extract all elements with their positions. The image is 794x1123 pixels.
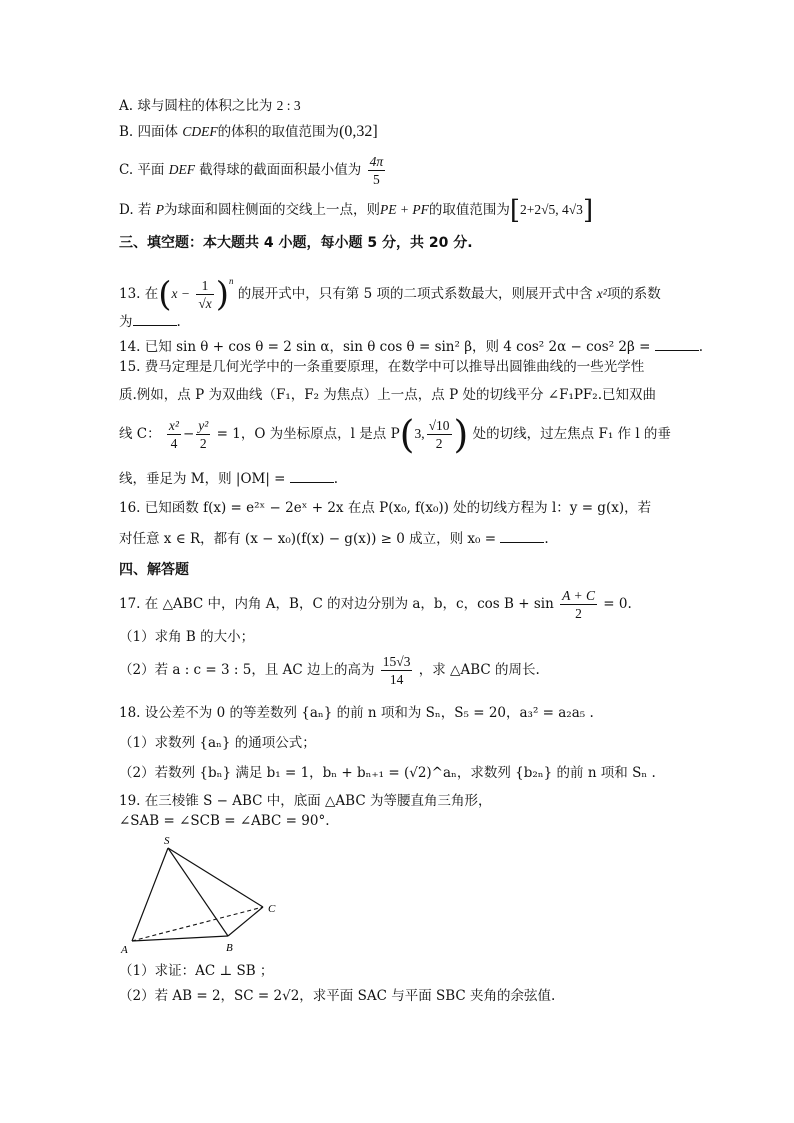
q17-part2: [119, 650, 540, 690]
q19-number: 19.: [119, 793, 141, 809]
q15-open-paren: (: [399, 412, 415, 457]
q18-part2: （2）若数列 {bₙ} 满足 b₁ = 1，bₙ + bₙ₊₁ = (√2)^aₙ，求数列 {b₂ₙ} 的前 n 项和 Sₙ .: [119, 765, 656, 781]
q19-text-1: 在三棱锥 S − ABC 中，底面 △ABC 为等腰直角三角形，: [144, 793, 492, 809]
edge-sc: [168, 848, 263, 907]
q15-fraction-x: [167, 417, 181, 452]
q15-answer-blank: [290, 468, 334, 483]
q15-line4: 线，垂足为 M，则 |OM| = .: [119, 468, 338, 489]
option-d-text-2: 为球面和圆柱侧面的交线上一点，则: [163, 202, 380, 218]
option-c-text: C. 平面: [119, 162, 165, 178]
q15-fraction-point-num: √10: [428, 418, 450, 433]
label-c: C: [268, 903, 276, 915]
q19-part2: （2）若 AB = 2，SC = 2√2，求平面 SAC 与平面 SBC 夹角的余弦值.: [119, 988, 556, 1004]
option-a-value: 2 : 3: [276, 98, 301, 113]
q13-exponent: n: [229, 276, 234, 286]
q17-fraction-den: 2: [575, 606, 582, 621]
option-b-text: B. 四面体: [119, 124, 179, 140]
q15-text-3: 线 C：: [119, 426, 161, 442]
q18-number: 18.: [119, 705, 141, 721]
option-d-text-3: 的取值范围为: [428, 202, 510, 218]
q17-height-num: 15√3: [382, 654, 411, 669]
option-d-text: D. 若: [119, 202, 152, 218]
q16-line2: 对任意 x ∈ R，都有 (x − x₀)(f(x) − g(x)) ≥ 0 成立，则 x₀ = .: [119, 528, 549, 549]
q13-fraction-den: √x: [198, 296, 212, 311]
option-a-text: A. 球与圆柱的体积之比为: [119, 98, 273, 114]
q13-fraction-num: 1: [196, 277, 213, 295]
q15-text-4: = 1，O 为坐标原点，l 是点 P: [216, 426, 400, 442]
q15-fraction-y: [196, 417, 210, 452]
q16-line1: [119, 498, 651, 518]
option-c: [119, 152, 387, 188]
q14: 14. 已知 sin θ + cos θ = 2 sin α，sin θ cos θ = sin² β，则 4 cos² 2α − cos² 2β = .: [119, 336, 703, 357]
q15-line2: [119, 385, 656, 405]
q17-text-1: 在 △ABC 中，内角 A，B，C 的对边分别为 a，b，c，cos B + sin: [144, 596, 554, 612]
q17-text-2: = 0.: [603, 596, 632, 612]
option-b-object: CDEF: [182, 124, 218, 139]
q13-close-paren: ): [215, 274, 229, 315]
q17-part1: （1）求角 B 的大小；: [119, 629, 255, 645]
q17-fraction: [560, 587, 597, 622]
option-d-point: P: [155, 202, 164, 217]
q15-fraction-y-den: 2: [199, 436, 207, 451]
option-b: [119, 122, 378, 142]
q13-text: 在: [144, 286, 159, 302]
q15-text-1: 费马定理是几何光学中的一条重要原理，在数学中可以推导出圆锥曲线的一些光学性: [144, 359, 645, 375]
q13-fraction: [196, 277, 213, 312]
q17-part2-text-2: ，求 △ABC 的周长.: [418, 662, 540, 678]
q16-text-1: 已知函数 f(x) = e²ˣ − 2eˣ + 2x 在点 P(x₀, f(x₀)) 处的切线方程为 l：y = g(x)，若: [144, 500, 652, 516]
option-c-fraction-num: 4π: [369, 154, 384, 169]
q16-answer-blank: [500, 528, 544, 543]
q15-fraction-y-num: y²: [198, 418, 209, 433]
section-3-title: 三、填空题：本大题共 4 小题，每小题 5 分，共 20 分.: [119, 235, 473, 251]
section-4-title: 四、解答题: [119, 562, 189, 578]
q13-line2: 为 .: [119, 311, 181, 332]
q13-term-x2: x²: [596, 286, 607, 301]
label-b: B: [226, 942, 233, 954]
option-a: [119, 96, 301, 116]
q15-fraction-point: [427, 417, 452, 452]
q13-number: 13.: [119, 286, 141, 302]
option-c-object: DEF: [168, 162, 195, 177]
tetrahedron-figure: [118, 832, 293, 957]
q17-part2-text-1: （2）若 a : c = 3 : 5，且 AC 边上的高为: [119, 662, 375, 678]
q15-text-2: 质.例如，点 P 为双曲线（F₁，F₂ 为焦点）上一点，点 P 处的切线平分 ∠F₁PF₂.已知双曲: [119, 387, 657, 403]
q16-text-2: 对任意 x ∈ R，都有 (x − x₀)(f(x) − g(x)) ≥ 0 成立，则 x₀ =: [119, 531, 497, 547]
q15-fraction-x-num: x²: [168, 418, 179, 433]
label-a: A: [121, 944, 128, 956]
q17-height-fraction: [381, 653, 413, 688]
q15-point-x: 3,: [414, 426, 425, 441]
q14-answer-blank: [655, 336, 699, 351]
q13: [119, 262, 661, 313]
option-d: [119, 195, 594, 226]
q17-line1: [119, 584, 632, 624]
right-bracket: ]: [582, 195, 594, 226]
q15-text-6: 线，垂足为 M，则 |OM| =: [119, 471, 286, 487]
edge-sa: [132, 848, 168, 941]
option-c-fraction-den: 5: [372, 172, 380, 187]
q13-answer-blank: [133, 311, 177, 326]
q15-close-paren: ): [453, 412, 469, 457]
q14-number: 14.: [119, 339, 141, 355]
q13-term: x −: [171, 286, 191, 301]
q18-part1: （1）求数列 {aₙ} 的通项公式；: [119, 735, 316, 751]
q15-line1: [119, 357, 644, 377]
q17-height-den: 14: [389, 672, 404, 687]
edge-sb: [168, 848, 228, 936]
option-c-text-2: 截得球的截面面积最小值为: [199, 162, 362, 178]
q13-open-paren: (: [158, 274, 172, 315]
q19-line1: [119, 791, 491, 811]
q15-text-5: 处的切线，过左焦点 F₁ 作 l 的垂: [472, 426, 671, 442]
edge-bc: [228, 907, 263, 936]
q15-fraction-x-den: 4: [170, 436, 178, 451]
left-bracket: [: [509, 195, 520, 226]
q14-text: 已知 sin θ + cos θ = 2 sin α，sin θ cos θ = sin² β，则 4 cos² 2α − cos² 2β =: [144, 339, 651, 355]
q18-text-1: 设公差不为 0 的等差数列 {aₙ} 的前 n 项和为 Sₙ，S₅ = 20，a₃² = a₂a₅ .: [144, 705, 594, 721]
q19-line2: ∠SAB = ∠SCB = ∠ABC = 90°.: [119, 813, 330, 829]
option-b-text-2: 的体积的取值范围为: [217, 124, 340, 140]
q17-number: 17.: [119, 596, 141, 612]
q18-line1: [119, 703, 594, 723]
label-s: S: [164, 835, 170, 847]
q13-line2-text: 为: [119, 314, 133, 330]
q17-fraction-num: A + C: [562, 588, 595, 603]
q13-text-2: 的展开式中，只有第 5 项的二项式系数最大，则展开式中含: [237, 286, 593, 302]
q13-text-3: 项的系数: [606, 286, 661, 302]
option-d-value: 2+2√5, 4√3: [520, 202, 583, 217]
option-c-fraction: [368, 153, 386, 188]
q19-part1: （1）求证：AC ⊥ SB ；: [119, 963, 274, 979]
q15-number: 15.: [119, 359, 141, 375]
option-d-expr: PE + PF: [379, 202, 429, 217]
q15-line3: 线 C： $\frac{\text{x²}}{4}$ − $\frac{\text{y²}}{2}$ = 1，O 为坐标原点，l 是点 P(3, $\frac{√10}{2}$ ) 处的切线，过左焦点 F₁ 作 l 的垂: [119, 412, 671, 457]
q16-number: 16.: [119, 500, 141, 516]
option-b-value: (0,32]: [339, 123, 378, 140]
q15-fraction-point-den: 2: [435, 436, 443, 451]
